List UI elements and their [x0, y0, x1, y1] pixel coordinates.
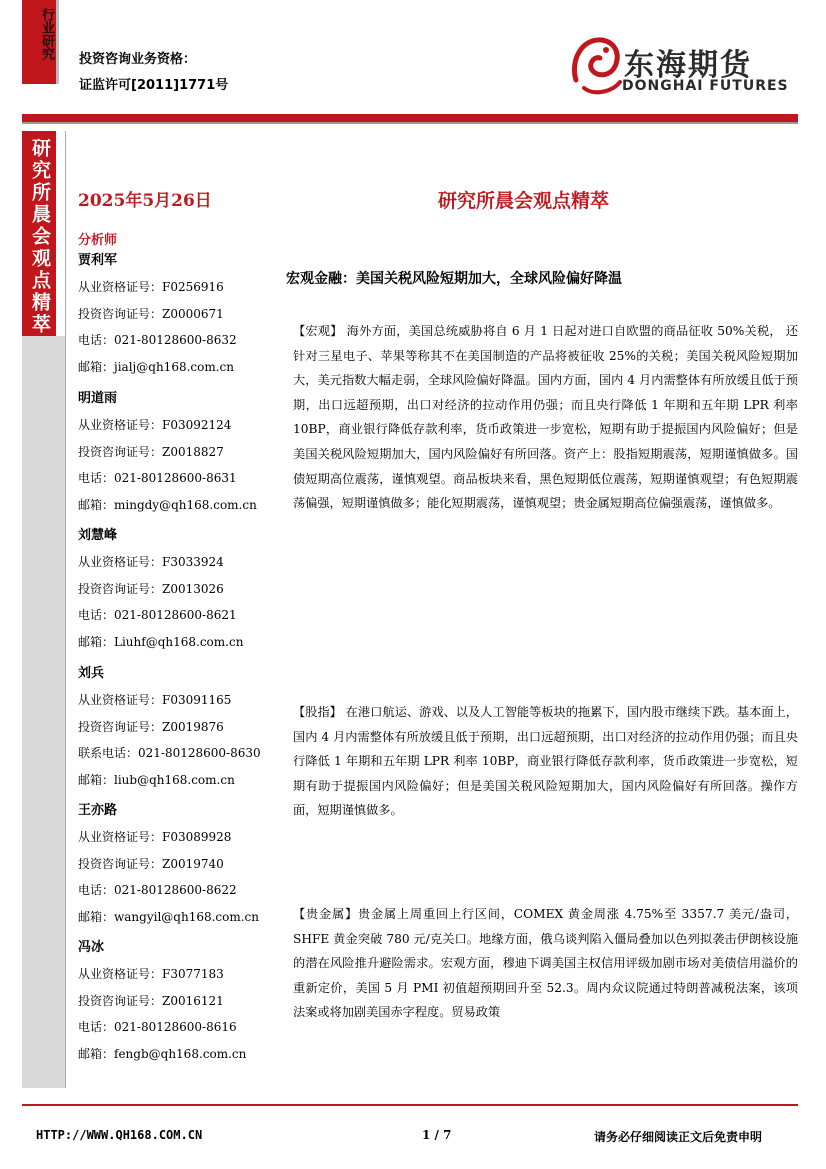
analyst-name: 王亦路 [78, 803, 118, 818]
header-divider-shadow [22, 122, 798, 124]
footer-divider [22, 1104, 798, 1106]
page-title: 研究所晨会观点精萃 [438, 190, 610, 212]
analyst-name: 明道雨 [78, 391, 118, 406]
analyst-email[interactable]: 邮箱：wangyil@qh168.com.cn [78, 909, 260, 924]
header-tab-label: 行业研究 [39, 8, 54, 60]
analyst-name: 贾利军 [78, 253, 118, 268]
paragraph-tag: 【股指】 [293, 705, 342, 719]
analyst-consult-id: 投资咨询证号：Z0016121 [78, 993, 224, 1008]
paragraph-macro [293, 319, 798, 516]
analyst-phone: 电话：021-80128600-8622 [78, 883, 237, 897]
analyst-phone: 电话：021-80128600-8631 [78, 471, 237, 485]
section-subtitle: 宏观金融：美国关税风险短期加大，全球风险偏好降温 [286, 271, 622, 287]
analyst-email[interactable]: 邮箱：Liuhf@qh168.com.cn [78, 634, 244, 649]
page-number: 1 / 7 [422, 1128, 452, 1142]
analyst-license: 从业资格证号：F03092124 [78, 418, 232, 432]
analyst-card [78, 528, 278, 660]
sidebar-border [65, 131, 66, 1088]
analyst-email[interactable]: 邮箱：jialj@qh168.com.cn [78, 359, 234, 374]
analyst-license: 从业资格证号：F03089928 [78, 830, 232, 844]
qualification-title: 投资咨询业务资格： [79, 52, 197, 67]
paragraph-text: 海外方面，美国总统威胁将自 6 月 1 日起对进口自欧盟的商品征收 50%关税， 还针对三星电子、苹果等称其不在美国制造的产品将被征收 25%的关税；美国关税风险短期加大，美元指数大幅走弱，全球风险偏好降温。国内方面，国内 4 月内需整体有所放缓且低于预期，出口远超预期，出口对经济的拉动作用仍强；而且央行降低 1 年期和五年期 LPR 利率 10BP，商业银行降低存款利率，货币政策进一步宽松，短期有助于提振国内风险偏好；但是美国关税风险短期加大，国内风险偏好有所回落。资产上：股指短期震荡，短期谨慎做多。国债短期高位震荡，谨慎观望。商品板块来看，黑色短期低位震荡，短期谨慎观望；有色短期震荡偏强，短期谨慎做多；能化短期震荡，谨慎观望；贵金属短期高位偏强震荡，谨慎做多。 [293, 324, 799, 511]
header-divider [22, 114, 798, 122]
analyst-email[interactable]: 邮箱：fengb@qh168.com.cn [78, 1046, 247, 1061]
analyst-consult-id: 投资咨询证号：Z0013026 [78, 581, 224, 596]
analysts-heading: 分析师 [78, 233, 118, 248]
analyst-license: 从业资格证号：F3077183 [78, 967, 224, 981]
analyst-card [78, 253, 278, 385]
analyst-consult-id: 投资咨询证号：Z0019876 [78, 719, 224, 734]
analyst-card [78, 940, 278, 1072]
analyst-license: 从业资格证号：F3033924 [78, 555, 224, 569]
paragraph-tag: 【贵金属】 [293, 907, 358, 921]
paragraph-tag: 【宏观】 [293, 324, 343, 338]
paragraph-text: 贵金属上周重回上行区间，COMEX 黄金周涨 4.75%至 3357.7 美元/盎司，SHFE 黄金突破 780 元/克关口。地缘方面，俄乌谈判陷入僵局叠加以色列拟袭击伊朗核设施的潜在风险推升避险需求。宏观方面，穆迪下调美国主权信用评级加剧市场对美债信用溢价的重新定价，美国 5 月 PMI 初值超预期回升至 52.3。周内众议院通过特朗普减税法案，该项法案或将加剧美国赤字程度。贸易政策 [293, 907, 798, 1020]
logo-chinese-text: 东海期货 [624, 48, 752, 83]
analyst-name: 刘慧峰 [78, 528, 118, 543]
analyst-phone: 联系电话：021-80128600-8630 [78, 746, 261, 760]
analyst-license: 从业资格证号：F03091165 [78, 693, 232, 707]
analyst-card [78, 666, 278, 798]
analyst-name: 冯冰 [78, 940, 105, 955]
sidebar-label: 研究所晨会观点精萃 [29, 138, 51, 336]
paragraph-stock-index [293, 700, 798, 823]
analyst-card [78, 391, 278, 523]
analyst-consult-id: 投资咨询证号：Z0018827 [78, 444, 224, 459]
footer-url-link[interactable]: HTTP://WWW.QH168.COM.CN [36, 1128, 203, 1142]
analyst-phone: 电话：021-80128600-8621 [78, 608, 237, 622]
analyst-phone: 电话：021-80128600-8632 [78, 333, 237, 347]
analyst-email[interactable]: 邮箱：mingdy@qh168.com.cn [78, 497, 257, 512]
analyst-phone: 电话：021-80128600-8616 [78, 1020, 237, 1034]
analyst-card [78, 803, 278, 935]
analyst-license: 从业资格证号：F0256916 [78, 280, 224, 294]
analyst-consult-id: 投资咨询证号：Z0019740 [78, 856, 224, 871]
analyst-consult-id: 投资咨询证号：Z0000671 [78, 306, 224, 321]
qualification-number: 证监许可[2011]1771号 [79, 78, 229, 93]
report-date: 2025年5月26日 [78, 191, 212, 211]
sidebar-column [22, 336, 65, 1088]
paragraph-text: 在港口航运、游戏、以及人工智能等板块的拖累下，国内股市继续下跌。基本面上，国内 4 月内需整体有所放缓且低于预期，出口远超预期，出口对经济的拉动作用仍强；而且央行降低 1 年期和五年期 LPR 利率 10BP，商业银行降低存款利率，货币政策进一步宽松，短期有助于提振国内风险偏好；但是美国关税风险短期加大，国内风险偏好有所回落。操作方面，短期谨慎做多。 [293, 705, 798, 818]
analyst-name: 刘兵 [78, 666, 105, 681]
paragraph-precious-metals [293, 902, 798, 1025]
disclaimer-note: 请务必仔细阅读正文后免责申明 [594, 1130, 763, 1144]
analyst-email[interactable]: 邮箱：liub@qh168.com.cn [78, 772, 235, 787]
logo-english-text: DONGHAI FUTURES [622, 78, 789, 94]
